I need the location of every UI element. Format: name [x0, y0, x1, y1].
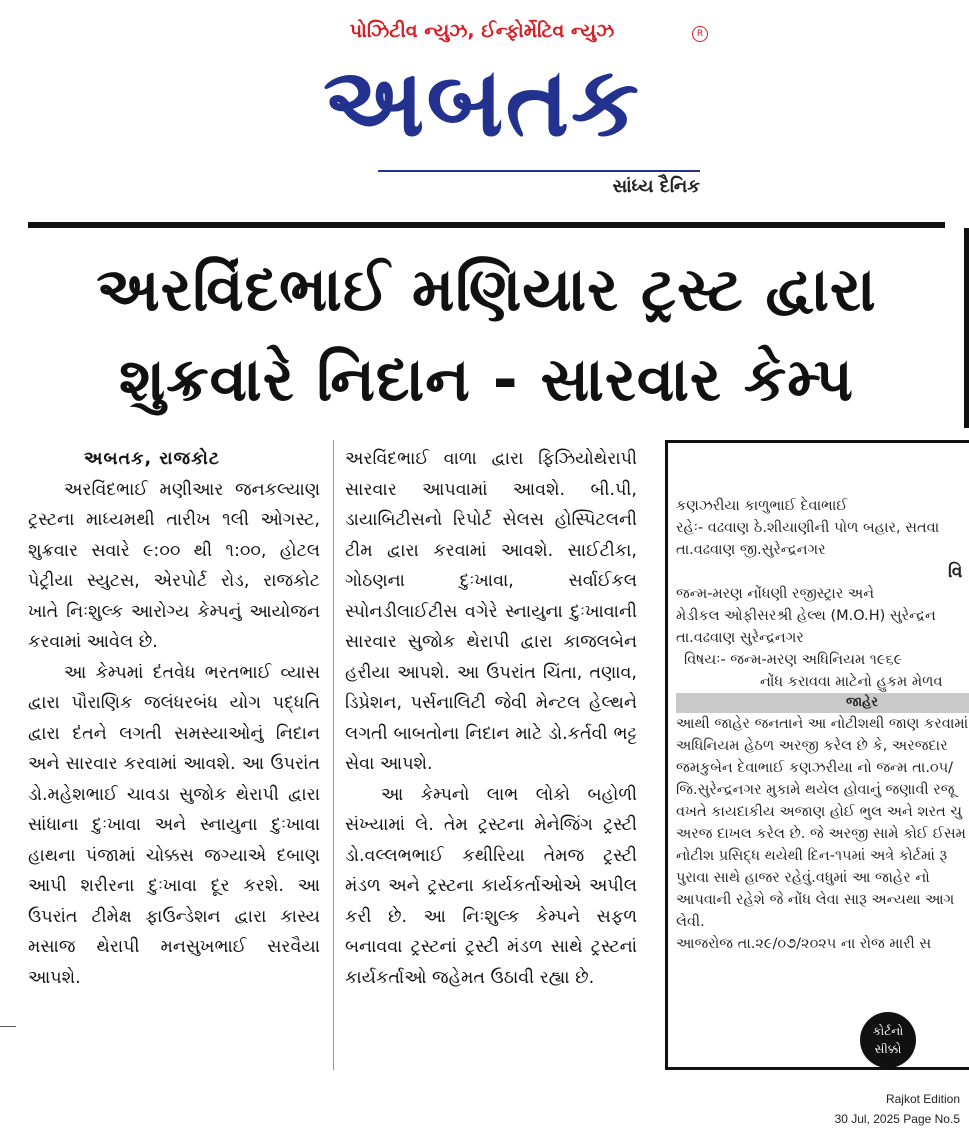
notice-subject-cont: નોંધ કરાવવા માટેનો હુકમ મેળવ: [760, 674, 943, 690]
notice-body-line: વખતે કાયદાકીય અજાણ હોઈ ભુલ અને શરત ચુ: [676, 804, 962, 820]
notice-body-line: પુરાવા સાથે હાજર રહેવું.વધુમાં આ જાહેર નો: [676, 870, 930, 886]
headline-line-2: શુક્રવારે નિદાન - સારવાર કેમ્પ: [119, 345, 854, 415]
notice-body-line: અધિનિયમ હેઠળ અરજી કરેલ છે કે, અરજદાર: [676, 738, 948, 754]
notice-body-line: આથી જાહેર જનતાને આ નોટીશથી જાણ કરવામાં: [676, 716, 969, 732]
court-seal-icon: [860, 1012, 916, 1068]
article-dateline: અબતક, રાજકોટ: [84, 449, 221, 469]
article-column-2: [345, 444, 637, 993]
notice-band: જાહેર: [676, 693, 969, 713]
article-paragraph: આ કેમ્પનો લાભ લોકો બહોળી સંખ્યામાં લે. તેમ ટ્રસ્ટના મેનેજિંગ ટ્રસ્ટી ડો.વલ્લભભાઈ કથીરિયા તેમજ ટ્રસ્ટી મંડળ અને ટ્રસ્ટના કાર્યકર્તાઓએ અપીલ કરી છે. આ નિઃશુલ્ક કેમ્પને સફળ બનાવવા ટ્રસ્ટનાં ટ્રસ્ટી મંડળ સાથે ટ્રસ્ટનાં કાર્યકર્તાઓ જહેમત ઉઠાવી રહ્યા છે.: [345, 784, 637, 988]
notice-right-label: વિ: [948, 562, 963, 582]
notice-body-line: જિ.સુરેન્દ્રનગર મુકામે થયેલ હોવાનું જણાવી રજૂ: [676, 782, 955, 798]
edition-type: સાંધ્ય દૈનિક: [612, 176, 700, 197]
notice-line: રહેઃ- વઢવાણ ઠે.શીયાણીની પોળ બહાર, સતવા: [676, 520, 940, 536]
logo-underline: [378, 170, 700, 172]
notice-body-line: આપવાની રહેશે જે નોંધ લેવા સારૂ અન્યથા આગ: [676, 892, 955, 908]
margin-tick: [0, 1026, 16, 1027]
page-date-label: 30 Jul, 2025 Page No.5: [834, 1112, 960, 1126]
seal-text: સીક્કો: [874, 1042, 902, 1056]
seal-text: કોર્ટનો: [872, 1024, 904, 1038]
notice-body-line: અરજ દાખલ કરેલ છે. જે અરજી સામે કોઈ ઈસમ: [676, 826, 966, 842]
public-notice-box: [665, 440, 969, 1070]
notice-subject: વિષયઃ- જન્મ-મરણ અધિનિયમ ૧૯૬૯: [684, 652, 903, 668]
right-edge-bar: [964, 228, 969, 428]
notice-body-line: આજરોજ તા.૨૯/૦૭/૨૦૨૫ ના રોજ મારી સ: [676, 936, 932, 952]
article-paragraph: અરવિંદભાઈ વાળા દ્વારા ફિઝિયોથેરાપી સારવાર આપવામાં આવશે. બી.પી, ડાયાબિટીસનો રિપોર્ટ સેલસ હોસ્પિટલની ટીમ દ્વારા કરવામાં આવશે. સાઈટીકા, ગોઠણના દુઃખાવા, સર્વાઈકલ સ્પોનડીલાઈટીસ વગેરે સ્નાયુના દુઃખાવાની સારવાર સુજોક થેરાપી દ્વારા કાજલબેન હરીયા આપશે. આ ઉપરાંત ચિંતા, તણાવ, ડિપ્રેશન, પર્સનાલિટી જેવી મેન્ટલ હેલ્થને લગતી બાબતોના નિદાન માટે ડો.કર્તવી ભટ્ટ સેવા આપશે.: [345, 449, 637, 774]
article-paragraph: અરવિંદભાઈ મણીઆર જનકલ્યાણ ટ્રસ્ટના માધ્યમથી તારીખ ૧લી ઓગસ્ટ, શુક્રવાર સવારે ૯:૦૦ થી ૧:૦૦, હોટલ પેટ્રીયા સ્યુટસ, એરપોર્ટ રોડ, રાજકોટ ખાતે નિઃશુલ્ક આરોગ્ય કેમ્પનું આયોજન કરવામાં આવેલ છે.: [28, 479, 320, 652]
public-notice-text: [676, 495, 969, 955]
notice-line: મેડીકલ ઓફીસરશ્રી હેલ્થ (M.O.H) સુરેન્દ્રન: [676, 608, 936, 624]
article-column-1: [28, 444, 320, 993]
notice-line: તા.વઢવાણ સુરેન્દ્રનગર: [676, 630, 804, 646]
column-divider: [333, 440, 334, 1070]
notice-body-line: જમકુબેન દેવાભાઈ કણઝરીયા નો જન્મ તા.૦૫/: [676, 760, 954, 776]
registered-mark-icon: R: [692, 26, 708, 42]
notice-line: જન્મ-મરણ નોંધણી રજીસ્ટ્રાર અને: [676, 586, 875, 602]
article-paragraph: આ કેમ્પમાં દંતવેધ ભરતભાઈ વ્યાસ દ્વારા પૌરાણિક જલંધરબંધ યોગ પદ્ધતિ દ્વારા દંતને લગતી સમસ્યાઓનું નિદાન અને સારવાર કરવામાં આવશે. આ ઉપરાંત ડો.મહેશભાઈ ચાવડા સુજોક થેરાપી દ્વારા સાંધાના દુઃખાવા અને સ્નાયુના દુઃખાવા હાથના પંજામાં ચોક્કસ જગ્યાએ દબાણ આપી શરીરના દુઃખાવા દૂર કરશે. આ ઉપરાંત ટીમેક્ષ ફાઉન્ડેશન દ્વારા કાસ્ય મસાજ થેરાપી મનસુખભાઈ સરવૈયા આપશે.: [28, 662, 320, 988]
edition-label: Rajkot Edition: [885, 1092, 960, 1106]
notice-body-line: લેવી.: [676, 914, 705, 930]
notice-line: તા.વઢવાણ જી.સુરેન્દ્રનગર: [676, 542, 826, 558]
newspaper-logo: અબતક: [323, 46, 641, 158]
masthead-tagline: પોઝિટીવ ન્યુઝ, ઈન્ફોર્મેટિવ ન્યુઝ: [349, 20, 615, 42]
headline-line-1: અરવિંદભાઈ મણિયાર ટ્રસ્ટ દ્વારા: [96, 255, 877, 325]
headline-rule: [28, 222, 945, 228]
notice-line: કણઝરીયા કાળુભાઈ દેવાભાઈ: [676, 498, 848, 514]
notice-body-line: નોટીશ પ્રસિદ્ધ થયેથી દિન-૧૫માં અત્રે કોર્ટમાં રૂ: [676, 848, 948, 864]
